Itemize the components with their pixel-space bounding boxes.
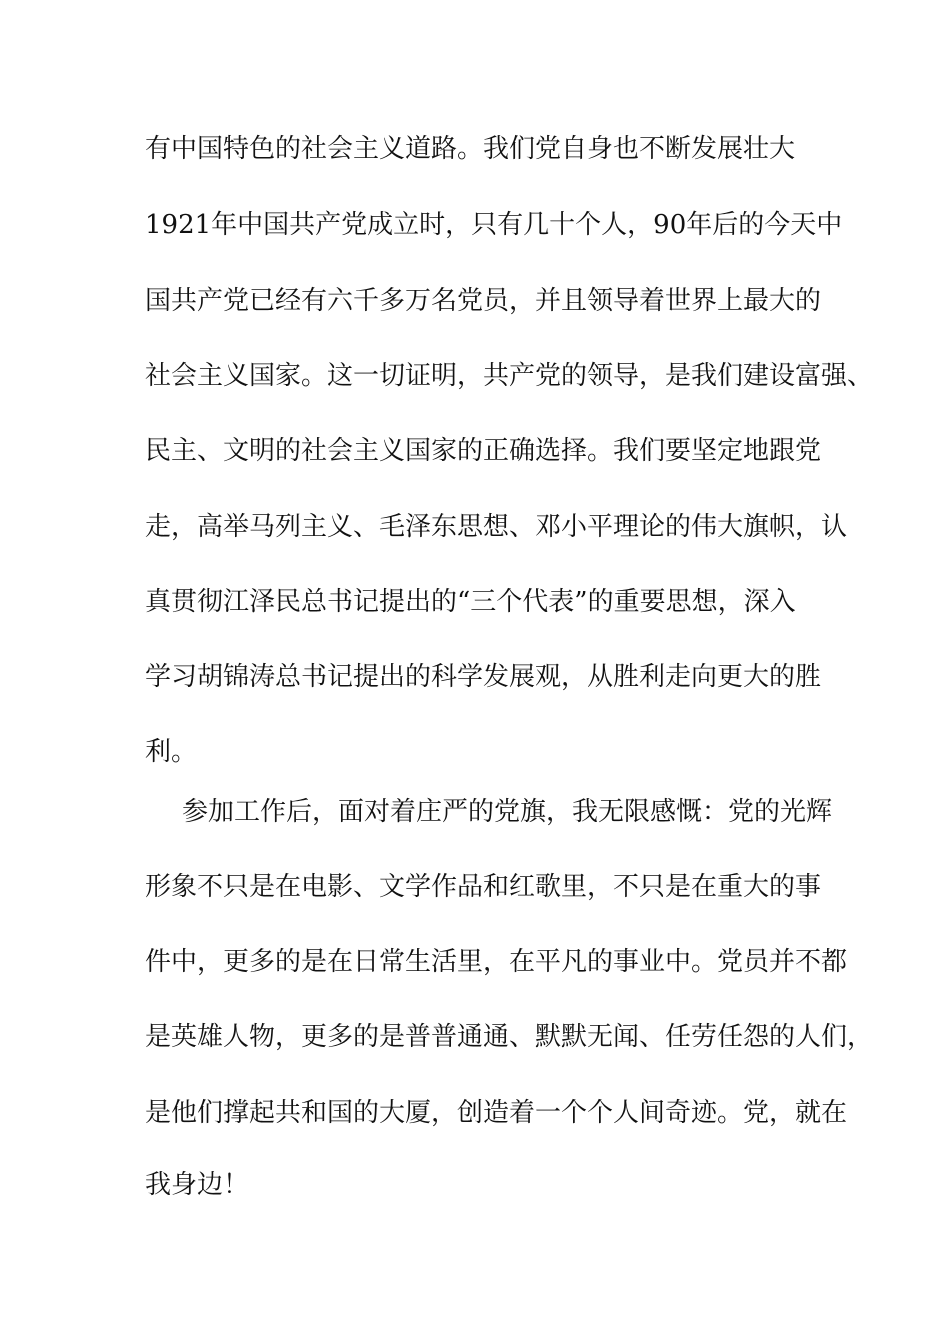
paragraph-first-line: 参加工作后，面对着庄严的党旗，我无限感慨：党的光辉 (182, 797, 833, 827)
text-line: 件中，更多的是在日常生活里，在平凡的事业中。党员并不都 (145, 947, 848, 977)
text-line: 民主、文明的社会主义国家的正确选择。我们要坚定地跟党 (145, 436, 822, 466)
text-line: 我身边！ (145, 1170, 250, 1200)
text-line: 是他们撑起共和国的大厦，创造着一个个人间奇迹。党，就在 (145, 1098, 848, 1128)
text-line: 社会主义国家。这一切证明，共产党的领导，是我们建设富强、 (145, 361, 874, 391)
text-line: 真贯彻江泽民总书记提出的“三个代表”的重要思想，深入 (145, 587, 796, 617)
text-line: 国共产党已经有六千多万名党员，并且领导着世界上最大的 (145, 286, 822, 316)
text-line: 是英雄人物，更多的是普普通通、默默无闻、任劳任怨的人们， (145, 1022, 874, 1052)
text-line: 利。 (145, 737, 198, 767)
text-line: 形象不只是在电影、文学作品和红歌里，不只是在重大的事 (145, 872, 822, 902)
text-line: 有中国特色的社会主义道路。我们党自身也不断发展壮大 (145, 134, 796, 164)
text-line: 走，高举马列主义、毛泽东思想、邓小平理论的伟大旗帜，认 (145, 512, 848, 542)
text-line: 学习胡锦涛总书记提出的科学发展观，从胜利走向更大的胜 (145, 662, 822, 692)
text-line: 1921年中国共产党成立时，只有几十个人，90年后的今天中 (145, 210, 843, 240)
